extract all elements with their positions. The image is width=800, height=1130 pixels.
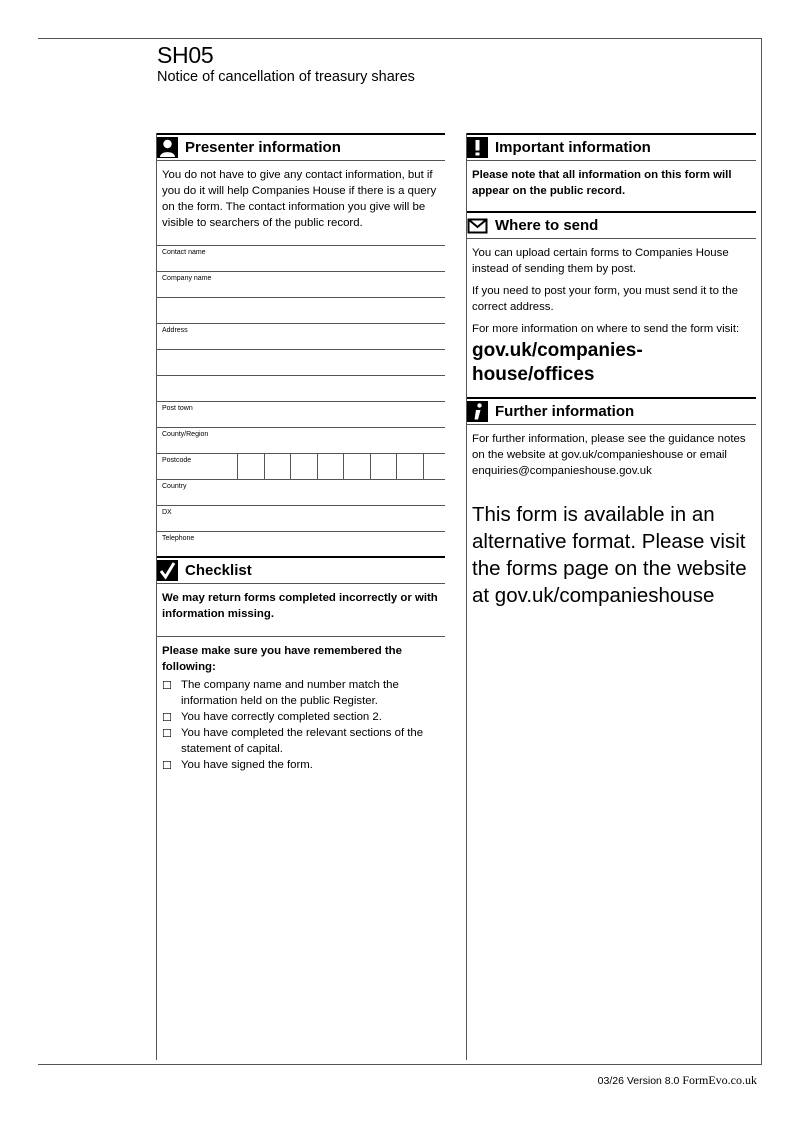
presenter-header	[157, 133, 445, 161]
top-rule	[38, 38, 762, 39]
county-region-label: County/Region	[162, 431, 209, 438]
where-to-send-more: For more information on where to send the form visit:	[472, 323, 740, 335]
post-town-label: Post town	[162, 405, 193, 412]
form-title: Notice of cancellation of treasury shares	[157, 69, 415, 85]
postcode-box[interactable]	[370, 454, 397, 479]
checklist-item-text: The company name and number match the information held on the public Register.	[181, 679, 399, 707]
checkbox-icon[interactable]: ☐	[162, 760, 172, 772]
checklist-item	[162, 677, 440, 709]
contact-name-field[interactable]	[157, 245, 445, 271]
exclamation-icon	[467, 137, 488, 158]
where-to-send-title: Where to send	[495, 217, 599, 234]
further-info-text: For further information, please see the guidance notes on the website at gov.uk/companieshouse or email enquiries@companieshouse.gov.uk	[472, 433, 746, 477]
where-to-send-body	[467, 239, 756, 397]
version-label: 03/26 Version 8.0	[597, 1075, 680, 1087]
right-column	[467, 133, 756, 609]
checkbox-icon[interactable]: ☐	[162, 680, 172, 692]
important-title: Important information	[495, 139, 651, 156]
checkmark-icon	[157, 560, 178, 581]
bottom-rule	[38, 1064, 762, 1065]
address-label: Address	[162, 327, 188, 334]
address-field-line-2[interactable]	[157, 349, 445, 375]
left-column	[157, 133, 445, 779]
further-info-title: Further information	[495, 403, 635, 420]
checklist-header	[157, 556, 445, 584]
right-rule	[761, 38, 762, 1065]
checklist-item	[162, 757, 440, 773]
address-field-line-3[interactable]	[157, 375, 445, 401]
post-town-field[interactable]	[157, 401, 445, 427]
county-region-field[interactable]	[157, 427, 445, 453]
checklist-reminder-heading: Please make sure you have remembered the following:	[162, 645, 402, 673]
checklist-items	[162, 677, 440, 773]
postcode-box[interactable]	[237, 454, 264, 479]
where-to-send-header	[467, 211, 756, 239]
checklist-item-text: You have correctly completed section 2.	[181, 711, 382, 723]
further-info-header	[467, 397, 756, 425]
postcode-box[interactable]	[290, 454, 317, 479]
info-icon	[467, 401, 488, 422]
checklist-item-text: You have completed the relevant sections of the statement of capital.	[181, 727, 424, 755]
checklist-reminder	[157, 637, 445, 779]
telephone-field[interactable]	[157, 531, 445, 556]
where-to-send-upload: You can upload certain forms to Companies House instead of sending them by post.	[472, 247, 729, 275]
form-code: SH05	[157, 42, 214, 68]
postcode-label: Postcode	[162, 457, 192, 464]
alternative-format-notice: This form is available in an alternative format. Please visit the forms page on the website at gov.uk/companieshouse	[472, 503, 747, 607]
dx-label: DX	[162, 509, 172, 516]
footer	[598, 1073, 757, 1088]
country-label: Country	[162, 483, 187, 490]
postcode-box[interactable]	[423, 454, 450, 479]
company-name-field[interactable]	[157, 271, 445, 297]
person-icon	[157, 137, 178, 158]
checklist-item	[162, 709, 440, 725]
presenter-title: Presenter information	[185, 139, 341, 156]
postcode-boxes	[237, 454, 449, 479]
postcode-box[interactable]	[343, 454, 370, 479]
offices-link[interactable]: gov.uk/companies-house/offices	[472, 340, 643, 385]
postcode-field	[157, 453, 445, 479]
checkbox-icon[interactable]: ☐	[162, 728, 172, 740]
checkbox-icon[interactable]: ☐	[162, 712, 172, 724]
country-field[interactable]	[157, 479, 445, 505]
company-name-field-line-2[interactable]	[157, 297, 445, 323]
envelope-icon	[467, 215, 488, 236]
postcode-box[interactable]	[264, 454, 291, 479]
dx-field[interactable]	[157, 505, 445, 531]
address-field[interactable]	[157, 323, 445, 349]
postcode-box[interactable]	[317, 454, 344, 479]
checklist-warning: We may return forms completed incorrectly or with information missing.	[157, 584, 445, 637]
postcode-box[interactable]	[396, 454, 423, 479]
where-to-send-post: If you need to post your form, you must send it to the correct address.	[472, 285, 738, 313]
checklist-item	[162, 725, 440, 757]
presenter-intro: You do not have to give any contact information, but if you do it will help Companies House if there is a query on the form. The contact information you give will be visible to searchers of the public record.	[162, 169, 437, 229]
brand-label: FormEvo.co.uk	[682, 1073, 757, 1087]
company-name-label: Company name	[162, 275, 212, 282]
checklist-title: Checklist	[185, 562, 252, 579]
checklist-item-text: You have signed the form.	[181, 759, 313, 771]
contact-name-label: Contact name	[162, 249, 206, 256]
important-header	[467, 133, 756, 161]
important-text: Please note that all information on this form will appear on the public record.	[472, 169, 732, 197]
telephone-label: Telephone	[162, 535, 195, 542]
